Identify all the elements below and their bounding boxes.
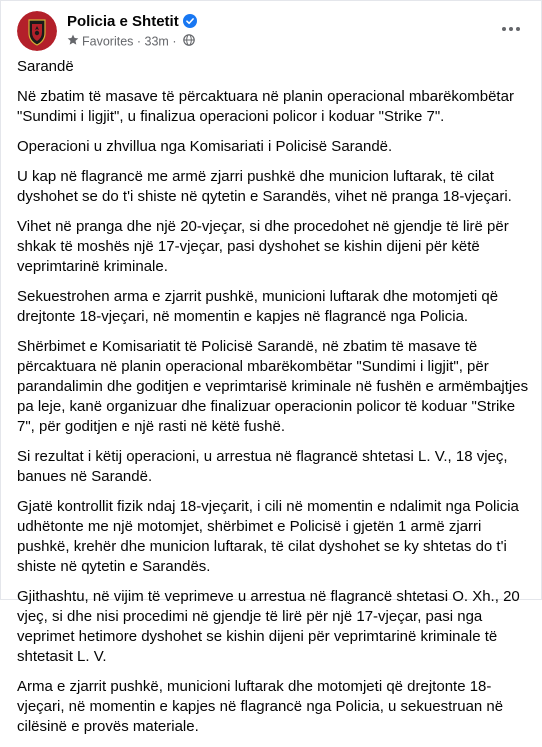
post-paragraph: Shërbimet e Komisariatit të Policisë Sarandë, në zbatim të masave të përcaktuara në planin operacional mbarëkombëtar "Sundimi i ligjit", për parandalimin dhe goditjen e veprimtarisë kriminale në fushën e armëmbajtjes pa leje, kanë organizuar dhe finalizuar operacionin policor të koduar "Strike 7", për goditjen e një rasti në këtë fushë. [17,338,529,435]
post-paragraph: U kap në flagrancë me armë zjarri pushkë dhe municion luftarak, të cilat dyshohet se do t'i shiste në qytetin e Sarandës, vihet në pranga 18-vjeçari. [17,168,512,205]
post-paragraph: Në zbatim të masave të përcaktuara në planin operacional mbarëkombëtar "Sundimi i ligjit", u finalizua operacioni policor i koduar "Strike 7". [17,88,514,125]
post-header [17,11,527,51]
post-paragraph: Sekuestrohen arma e zjarrit pushkë, municioni luftarak dhe motomjeti që drejtonte 18-vjeçari, në momentin e kapjes në flagrancë nga Policia. [17,288,499,325]
post-paragraph: Si rezultat i këtij operacioni, u arrestua në flagrancë shtetasi L. V., 18 vjeç, banues në Sarandë. [17,448,508,485]
post-time[interactable]: 33m [144,34,169,49]
more-options-icon[interactable] [495,15,527,43]
meta-separator-2: · [168,34,180,49]
post-paragraph: Sarandë [17,58,74,75]
post-paragraph: Gjithashtu, në vijim të veprimeve u arrestua në flagrancë shtetasi O. Xh., 20 vjeç, si dhe nisi procedimi në gjendje të lirë për një 17-vjeçar, pasi nga veprimet hetimore dyshohet se kishin dijeni për veprimtarinë kriminale të shtetasit L. V. [17,588,520,665]
post-body [17,57,529,747]
verified-badge-icon [183,14,197,33]
globe-icon[interactable] [183,34,195,50]
post-meta [67,33,195,50]
police-emblem-icon [17,11,57,51]
page-avatar[interactable] [17,11,57,51]
post-paragraph: Operacioni u zhvillua nga Komisariati i Policisë Sarandë. [17,138,393,155]
post-paragraph: Vihet në pranga dhe një 20-vjeçar, si dhe procedohet në gjendje të lirë për shkak të moshës një 17-vjeçar, pasi dyshohet se kishin dijeni për këtë veprimtarinë kriminale. [17,218,509,275]
author-line [67,13,197,33]
post-paragraph: Gjatë kontrollit fizik ndaj 18-vjeçarit, i cili në momentin e ndalimit nga Policia udhëtonte me një motomjet, shërbimet e Policisë i gjetën 1 armë zjarri pushkë, krehër dhe municion luftarak, të cilat dyshohet se ky shtetas do t'i shiste në qytetin e Sarandës. [17,498,519,575]
audience-label[interactable]: Favorites [82,34,134,49]
star-icon [67,34,79,50]
page-name[interactable]: Policia e Shtetit [67,13,179,30]
meta-separator: · [133,34,145,49]
post-paragraph: Arma e zjarrit pushkë, municioni luftarak dhe motomjeti që drejtonte 18-vjeçari, në momentin e kapjes në flagrancë nga Policia, u sekuestruan në cilësinë e provës materiale. [17,678,504,735]
